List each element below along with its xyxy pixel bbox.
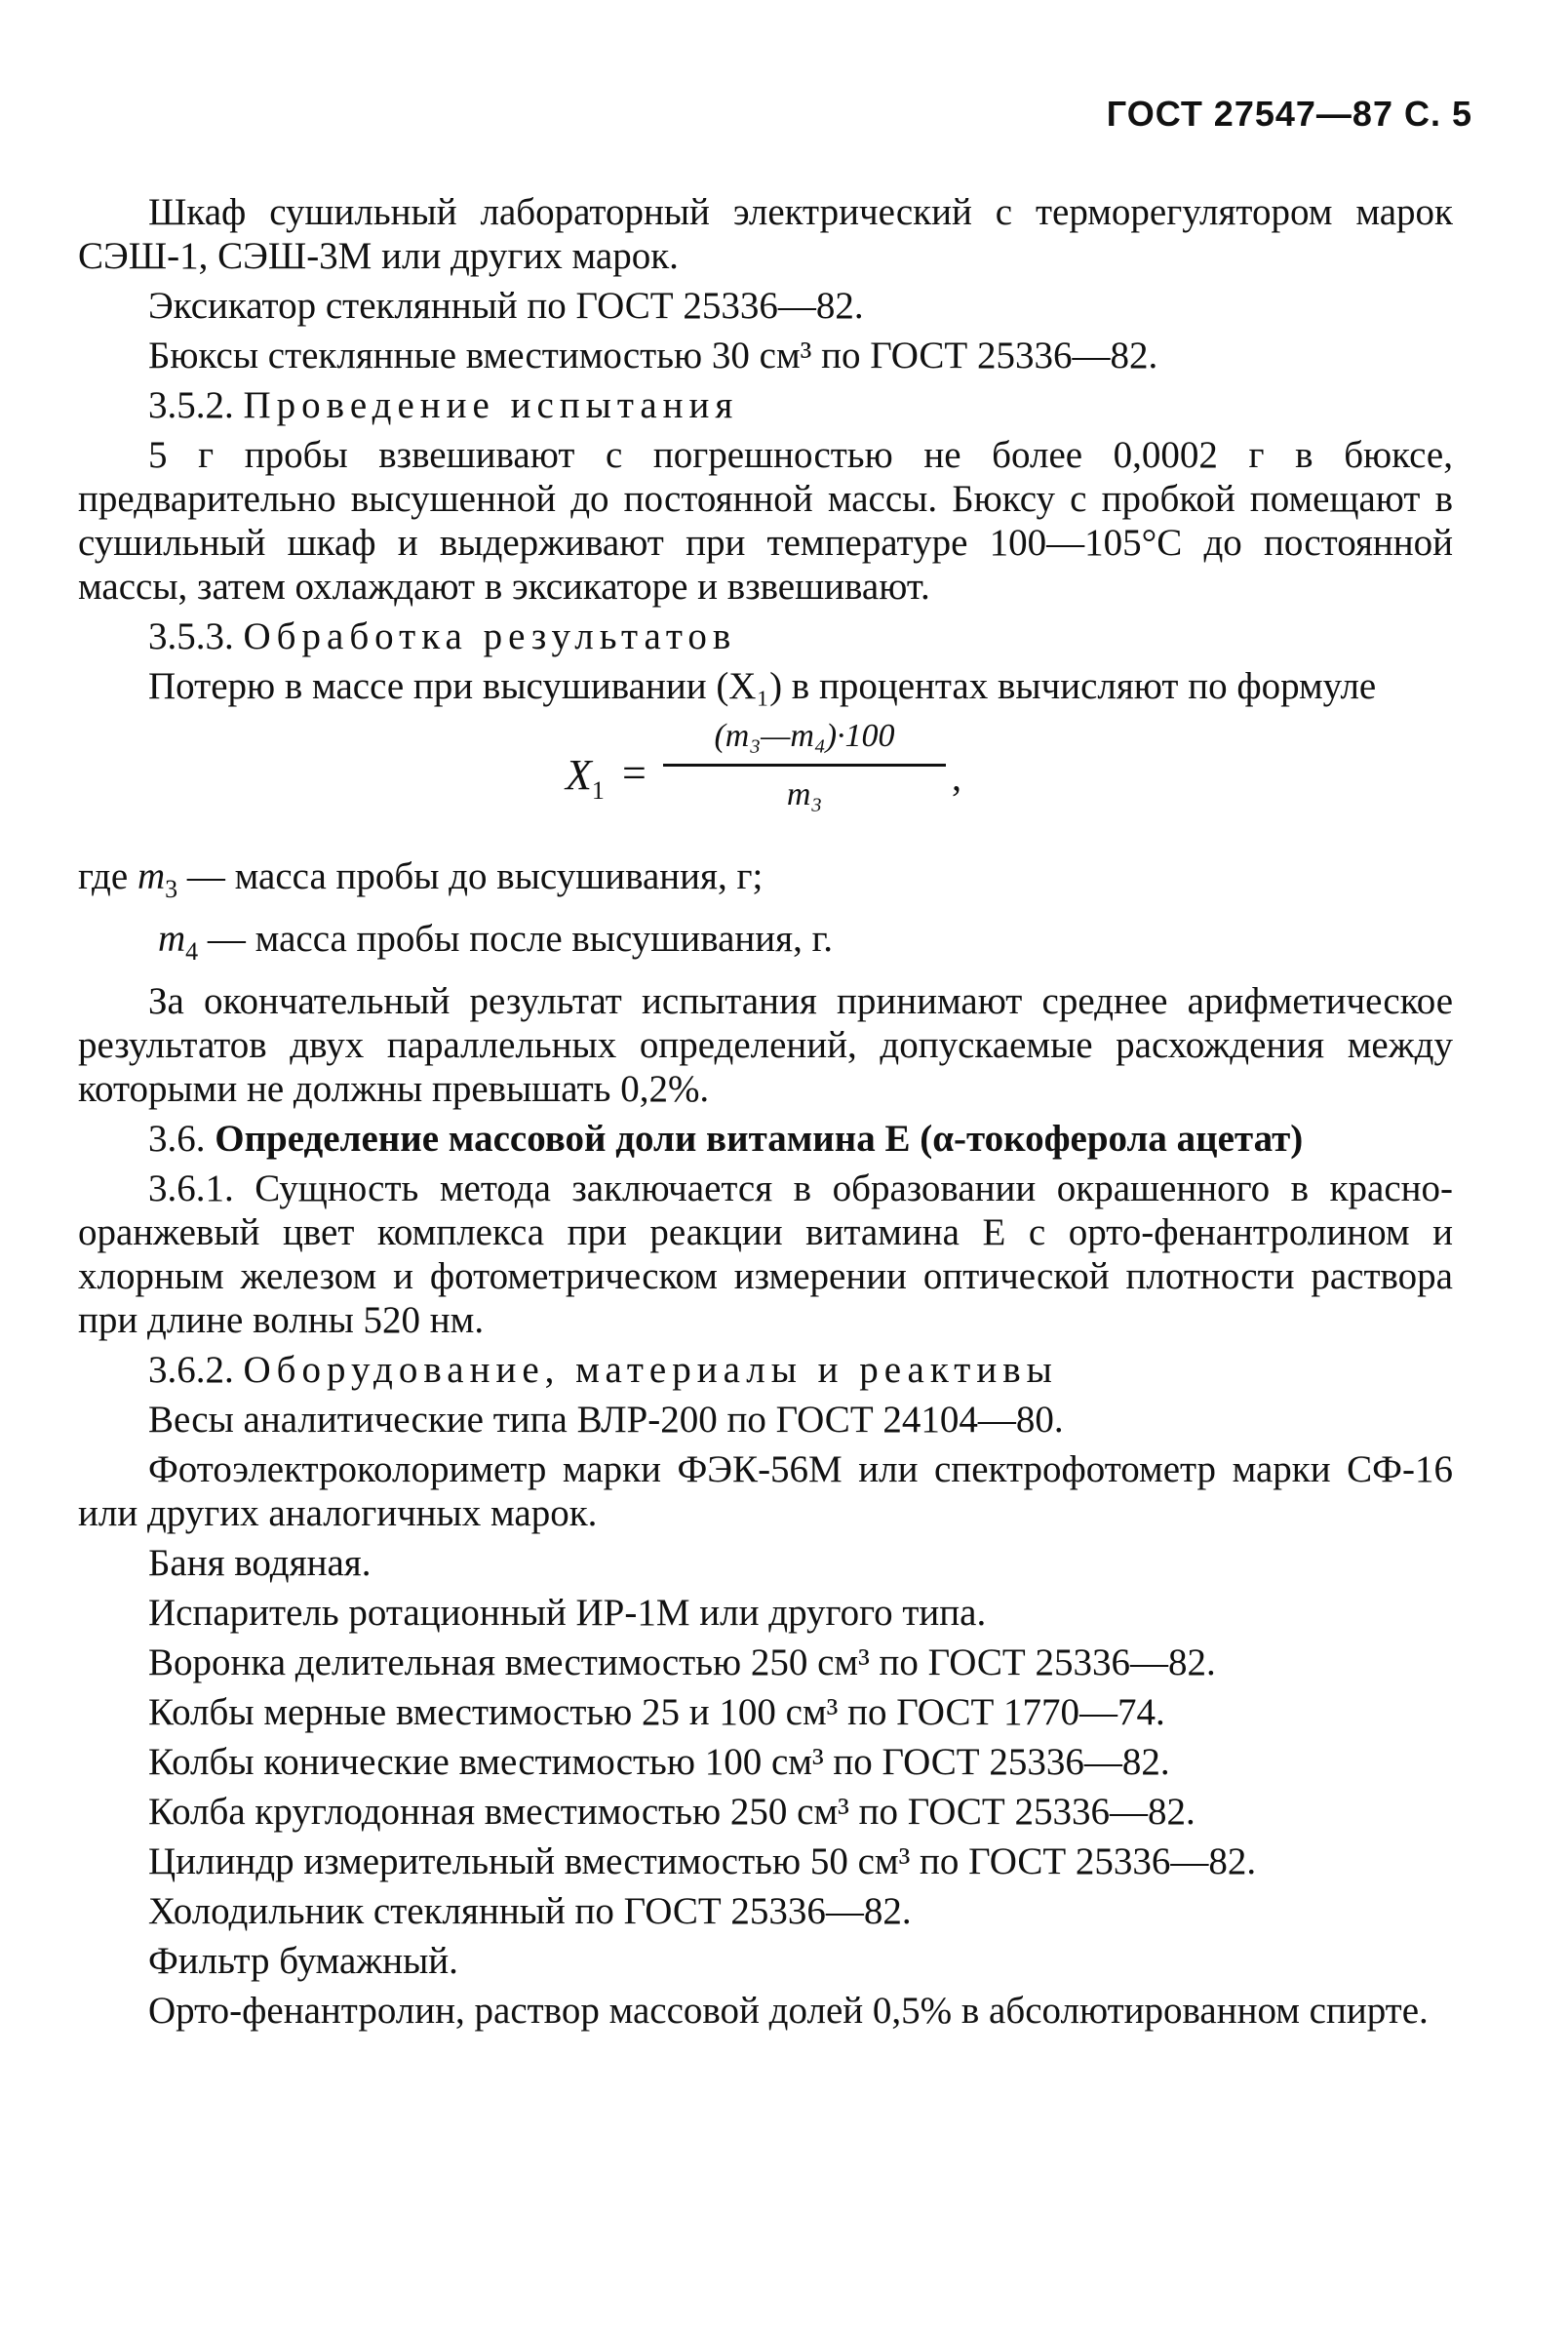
legend-variable: $m_4$: [158, 917, 199, 966]
running-header: ГОСТ 27547—87 С. 5: [1106, 94, 1472, 134]
equipment-item: Воронка делительная вместимостью 250 см³ по ГОСТ 25336—82.: [148, 1641, 1216, 1683]
paragraph-drying-cabinet: Шкаф сушильный лабораторный электрический с терморегулятором марок СЭШ-1, СЭШ-3М или других марок.: [78, 191, 1453, 277]
equipment-item: Цилиндр измерительный вместимостью 50 см³ по ГОСТ 25336—82.: [148, 1839, 1257, 1882]
formula-equals: =: [622, 749, 647, 797]
paragraph-method-essence: 3.6.1. Сущность метода заключается в образовании окрашенного в красно-оранжевый цвет комплекса при реакции витамина Е с орто-фенантролином и хлорным железом и фотометрическом измерении оптической плотности раствора при длине волны 520 нм.: [78, 1166, 1453, 1341]
legend-row-m3: [78, 854, 1453, 911]
section-heading-3-6-2: [78, 1348, 1453, 1392]
equipment-item: Холодильник стеклянный по ГОСТ 25336—82.: [148, 1889, 912, 1932]
formula-fraction: [663, 714, 946, 816]
paragraph-calculation-intro: Потерю в массе при высушивании (X₁) в процентах вычисляют по формуле: [148, 665, 1377, 707]
formula-lhs: $X_1$: [566, 751, 605, 805]
section-title: Обработка результатов: [243, 615, 737, 657]
section-title: Оборудование, материалы и реактивы: [243, 1348, 1058, 1391]
equipment-item: Колба круглодонная вместимостью 250 см³ по ГОСТ 25336—82.: [148, 1790, 1196, 1833]
paragraph-weighing-bottles: Бюксы стеклянные вместимостью 30 см³ по ГОСТ 25336—82.: [148, 335, 1158, 376]
paragraph-desiccator: Эксикатор стеклянный по ГОСТ 25336—82.: [148, 285, 864, 327]
formula-moisture-loss: [78, 714, 1453, 850]
equipment-item: Весы аналитические типа ВЛР-200 по ГОСТ 24104—80.: [148, 1398, 1064, 1441]
legend-description: — масса пробы после высушивания, г.: [207, 917, 833, 960]
section-heading-3-5-2: [78, 383, 1453, 427]
section-heading-3-5-3: [78, 614, 1453, 658]
section-number: 3.6.2.: [148, 1348, 234, 1391]
formula-comma: ,: [952, 755, 961, 799]
formula-numerator: (m₃—m₄)·100: [714, 718, 895, 754]
equipment-item: Колбы мерные вместимостью 25 и 100 см³ по ГОСТ 1770—74.: [148, 1690, 1165, 1733]
equipment-item: Баня водяная.: [148, 1541, 372, 1584]
section-number: 3.6.: [148, 1117, 206, 1160]
equipment-item: Фотоэлектроколориметр марки ФЭК-56М или спектрофотометр марки СФ-16 или других аналогичных марок.: [78, 1447, 1453, 1534]
legend-description: — масса пробы до высушивания, г;: [186, 855, 764, 897]
paragraph-final-result: За окончательный результат испытания принимают среднее арифметическое результатов двух параллельных определений, допускаемые расхождения между которыми не должны превышать 0,2%.: [78, 979, 1453, 1110]
section-heading-3-6: [78, 1117, 1453, 1161]
formula-denominator: m₃: [786, 776, 823, 812]
document-body: [78, 190, 1453, 2038]
legend-prefix: где: [78, 855, 129, 897]
section-title: Определение массовой доли витамина Е (α-токоферола ацетат): [215, 1117, 1304, 1160]
paragraph-test-procedure: 5 г пробы взвешивают с погрешностью не более 0,0002 г в бюксе, предварительно высушенной до постоянной массы. Бюксу с пробкой помещают в сушильный шкаф и выдерживают при температуре 100—105°С до постоянной массы, затем охлаждают в эксикаторе и взвешивают.: [78, 434, 1453, 608]
legend-variable: $m_3$: [137, 855, 178, 903]
section-title: Проведение испытания: [243, 384, 739, 426]
equipment-item: Фильтр бумажный.: [148, 1939, 458, 1982]
equipment-item: Орто-фенантролин, раствор массовой долей 0,5% в абсолютированном спирте.: [148, 1989, 1429, 2032]
equipment-item: Испаритель ротационный ИР-1М или другого типа.: [148, 1591, 987, 1634]
section-number: 3.5.2.: [148, 384, 234, 426]
section-number: 3.5.3.: [148, 615, 234, 657]
legend-row-m4: [78, 917, 1453, 973]
equipment-item: Колбы конические вместимостью 100 см³ по ГОСТ 25336—82.: [148, 1740, 1170, 1783]
